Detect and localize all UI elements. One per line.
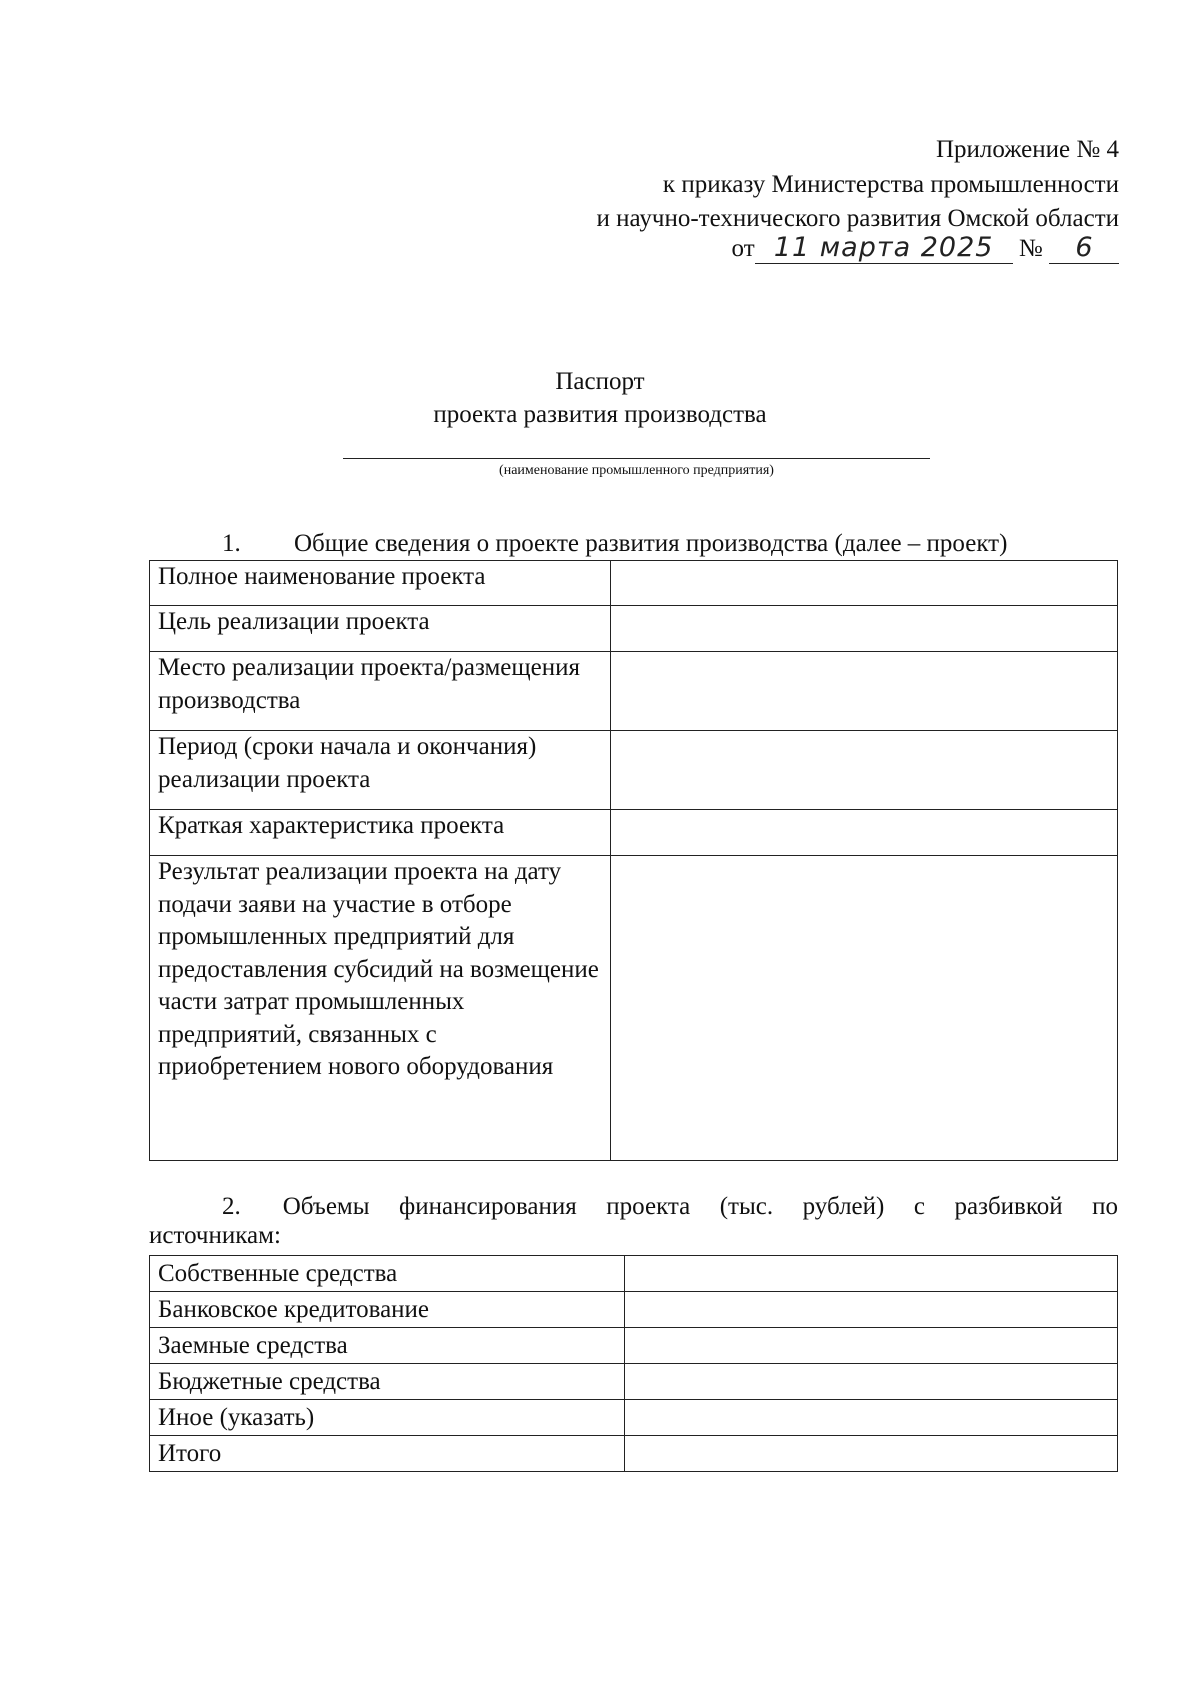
- table-row: [150, 652, 1118, 731]
- page-title: Паспорт: [555, 368, 645, 395]
- order-reference: к приказу Министерства промышленности: [662, 171, 1119, 198]
- row-label: Полное наименование проекта: [150, 561, 611, 606]
- date-prefix: от: [731, 235, 755, 262]
- table-row: [150, 561, 1118, 606]
- table-row: [150, 1328, 1118, 1364]
- appendix-title: Приложение № 4: [935, 136, 1119, 163]
- row-value: [625, 1400, 1118, 1436]
- row-label: Бюджетные средства: [150, 1364, 625, 1400]
- order-date-line: [732, 232, 1119, 266]
- row-label: Результат реализации проекта на дату подачи заяви на участие в отборе промышленных предприятий для предоставления субсидий на возмещение части затрат промышленных предприятий, связанных с приобретением нового оборудования: [150, 856, 611, 1161]
- project-info-table: [149, 560, 1118, 1161]
- row-value: [610, 561, 1117, 606]
- enterprise-name-line: [343, 458, 930, 459]
- table-row: [150, 1436, 1118, 1472]
- row-value: [610, 606, 1117, 652]
- row-label: Собственные средства: [150, 1256, 625, 1292]
- handwritten-number: 6: [1049, 233, 1119, 264]
- row-value: [625, 1364, 1118, 1400]
- row-label: Заемные средства: [150, 1328, 625, 1364]
- row-value: [610, 731, 1117, 810]
- section2-intro: [149, 1191, 1118, 1223]
- section2-intro-cont: источникам:: [149, 1222, 281, 1249]
- financing-table: [149, 1255, 1118, 1472]
- row-value: [625, 1256, 1118, 1292]
- row-value: [610, 652, 1117, 731]
- row-value: [625, 1436, 1118, 1472]
- handwritten-date: 11 марта 2025: [755, 233, 1013, 264]
- number-prefix: №: [1018, 235, 1043, 262]
- table-row: [150, 1256, 1118, 1292]
- row-label: Цель реализации проекта: [150, 606, 611, 652]
- enterprise-name-caption: (наименование промышленного предприятия): [499, 463, 774, 478]
- section1-title: Общие сведения о проекте развития производства (далее – проект): [294, 530, 1008, 557]
- table-row: [150, 810, 1118, 856]
- row-label: Итого: [150, 1436, 625, 1472]
- page-subtitle: проекта развития производства: [433, 401, 767, 428]
- row-label: Краткая характеристика проекта: [150, 810, 611, 856]
- row-label: Место реализации проекта/размещения производства: [150, 652, 611, 731]
- section2-number: 2.: [222, 1193, 241, 1220]
- section2-title: Объемы финансирования проекта (тыс. рублей) с разбивкой по: [282, 1193, 1118, 1220]
- row-value: [610, 856, 1117, 1161]
- row-value: [625, 1292, 1118, 1328]
- table-row: [150, 856, 1118, 1161]
- section1-number: 1.: [222, 530, 241, 557]
- table-row: [150, 1292, 1118, 1328]
- row-label: Иное (указать): [150, 1400, 625, 1436]
- row-value: [610, 810, 1117, 856]
- table-row: [150, 606, 1118, 652]
- table-row: [150, 1400, 1118, 1436]
- table-row: [150, 731, 1118, 810]
- row-label: Период (сроки начала и окончания) реализации проекта: [150, 731, 611, 810]
- row-value: [625, 1328, 1118, 1364]
- ministry-name: и научно-технического развития Омской области: [596, 205, 1119, 232]
- table-row: [150, 1364, 1118, 1400]
- row-label: Банковское кредитование: [150, 1292, 625, 1328]
